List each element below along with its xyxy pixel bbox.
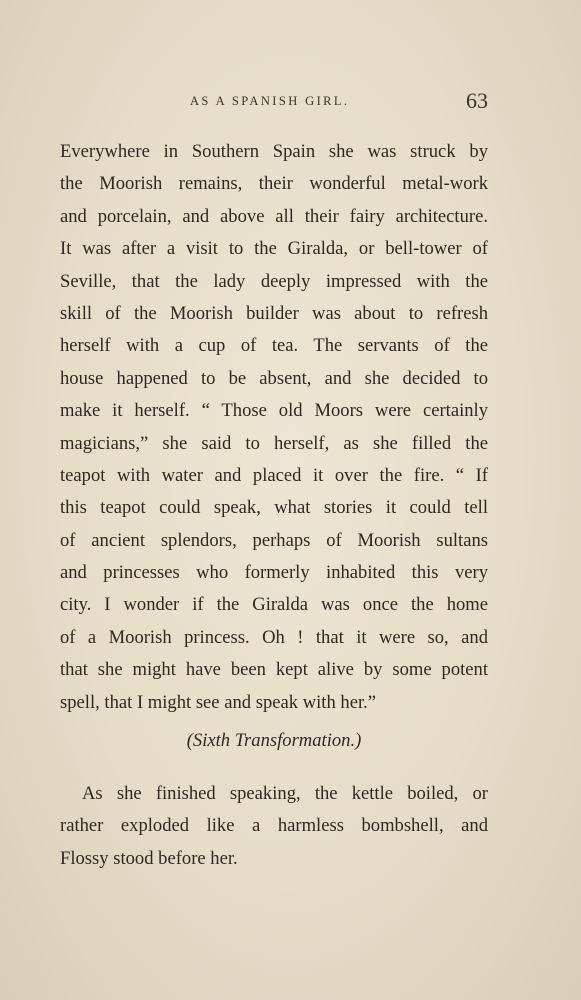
running-title: AS A SPANISH GIRL. [190,94,350,108]
text-line: of ancient splendors, perhaps of Moorish sultans [60,529,488,551]
text-line: and princesses who formerly inhabited this very [60,562,488,584]
text-line: of a Moorish princess. Oh ! that it were so, and [60,626,488,648]
page-number: 63 [466,88,488,113]
text-line: teapot with water and placed it over the fire. “ If [60,464,488,486]
text-line: magicians,” she said to herself, as she filled the [60,432,488,454]
text-line: herself with a cup of tea. The servants of the [60,335,488,357]
text-line: As she finished speaking, the kettle boiled, or [82,783,488,804]
text-line: It was after a visit to the Giralda, or bell-tower of [60,238,488,260]
text-line: skill of the Moorish builder was about to refresh [60,302,488,324]
text-line: and porcelain, and above all their fairy architecture. [60,205,488,227]
text-line: this teapot could speak, what stories it could tell [60,497,488,519]
text-line: that she might have been kept alive by some potent [60,659,488,681]
paragraph-2 [60,778,488,875]
text-line: rather exploded like a harmless bombshell, and [60,815,488,837]
text-line: Everywhere in Southern Spain she was struck by [60,141,488,162]
text-line: Flossy stood before her. [60,847,238,869]
text-line: the Moorish remains, their wonderful metal-work [60,173,488,195]
text-line: city. I wonder if the Giralda was once the home [60,594,488,616]
text-line: Seville, that the lady deeply impressed with the [60,270,488,292]
text-line: spell, that I might see and speak with her.” [60,691,377,713]
text-line: house happened to be absent, and she decided to [60,367,488,389]
paragraph-1 [60,136,488,719]
running-head [60,88,488,116]
text-line: make it herself. “ Those old Moors were certainly [60,400,488,422]
section-heading: (Sixth Transformation.) [186,730,362,751]
